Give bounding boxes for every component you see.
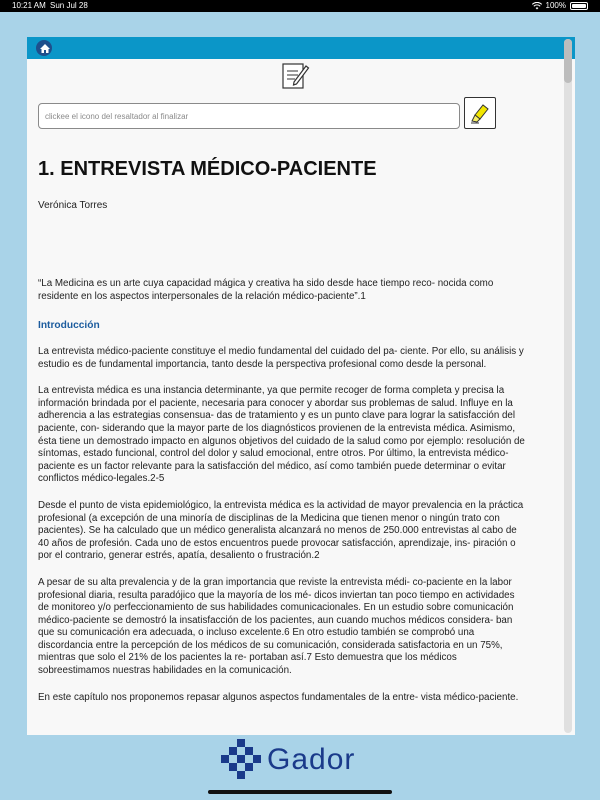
article-paragraph: A pesar de su alta prevalencia y de la gran importancia que reviste la entrevista médi- co-paciente en la labor profesional diaria, resulta paradójico que la mayoría de los mé- dicos inviertan tan poco tiempo en actividades de monitoreo y/o perfeccionamiento de sus habilidades comunicacionales. En un estudio sobre comunicación médico-paciente se demostró la insatisfacción de los pacientes, aun cuando muchos médicos considera- ban que su comunicación era adecuada, o incluso excelente.6 En otro estudio también se comprobó una discordancia entre la percepción de los médicos de su comunicación, considerada satisfactoria en un 75%, mientras que solo el 21% de los pacientes la re- portaban así.7 Esto demuestra que los médicos sobreestimamos nuestras habilidades en la comunicación. (38, 576, 515, 677)
status-bar (0, 0, 600, 12)
scrollbar[interactable] (564, 39, 572, 733)
status-right (532, 0, 588, 12)
article-paragraph: La entrevista médica es una instancia determinante, ya que permite recoger de forma completa y precisa la información brindada por el paciente, necesaria para conocer y abordar sus problemas de salud. Influye en la adherencia a las estrategias consensua- das de tratamiento y es un punto clave para lograr la satisfacción del paciente, con- siderando que la mayor parte de los diagnósticos provienen de la entrevista médica. Asimismo, ésta tiene un demostrado impacto en algunos objetivos del cuidado de la salud como por ejemplo: resolución de síntomas, estado funcional, control del dolor y salud emocional, entre otros. Por último, la entrevista médico-paciente es un factor relevante para la satisfacción del médico, así como también puede determinar o evitar conflictos médico-legales.2-5 (38, 385, 525, 485)
gador-logo-icon (221, 739, 261, 779)
article-paragraph: Desde el punto de vista epidemiológico, la entrevista médica es la actividad de mayor prevalencia en la práctica profesional (a excepción de una minoría de disciplinas de la Medicina que tienen menor o ningún trato con pacientes). Se ha calculado que un médico generalista alcanzará no menos de 250.000 entrevistas al cabo de 40 años de profesión. Cada uno de estos encuentros puede provocar satisfacción, aprendizaje, ins- piración o por el contrario, generar estrés, apatía, desaliento o frustración.2 (38, 499, 524, 562)
home-indicator[interactable] (208, 790, 392, 794)
article-quote: “La Medicina es un arte cuya capacidad mágica y creativa ha sido desde hace tiempo reco- nocida como residente en los aspectos interpersonales de la relación médico-paciente”.1 (38, 278, 494, 302)
edit-note-icon[interactable] (280, 60, 310, 92)
status-time: 10:21 AM (12, 1, 46, 10)
note-input[interactable] (38, 103, 460, 129)
battery-icon (570, 2, 588, 10)
brand-name: Gador (267, 743, 356, 776)
article-paragraph: La entrevista médico-paciente constituye el medio fundamental del cuidado del pa- ciente. Por ello, su análisis y estudio es de fundamental importancia, tanto desde la perspectiva profesional como desde la personal. (38, 346, 524, 370)
reader-panel (27, 37, 575, 735)
status-date: Sun Jul 28 (50, 1, 88, 10)
battery-percent: 100% (545, 1, 566, 10)
section-title: Introducción (38, 320, 100, 331)
scrollbar-thumb[interactable] (564, 39, 572, 83)
home-icon[interactable] (35, 39, 55, 57)
article-author: Verónica Torres (38, 200, 108, 211)
highlighter-icon (468, 101, 492, 125)
wifi-icon (532, 2, 542, 10)
article-paragraph: En este capítulo nos proponemos repasar algunos aspectos fundamentales de la entre- vista médico-paciente. (38, 691, 519, 703)
highlighter-button[interactable] (464, 97, 496, 129)
top-bar (27, 37, 575, 59)
article-title: 1. ENTREVISTA MÉDICO-PACIENTE (38, 158, 377, 180)
article-content (38, 155, 525, 704)
